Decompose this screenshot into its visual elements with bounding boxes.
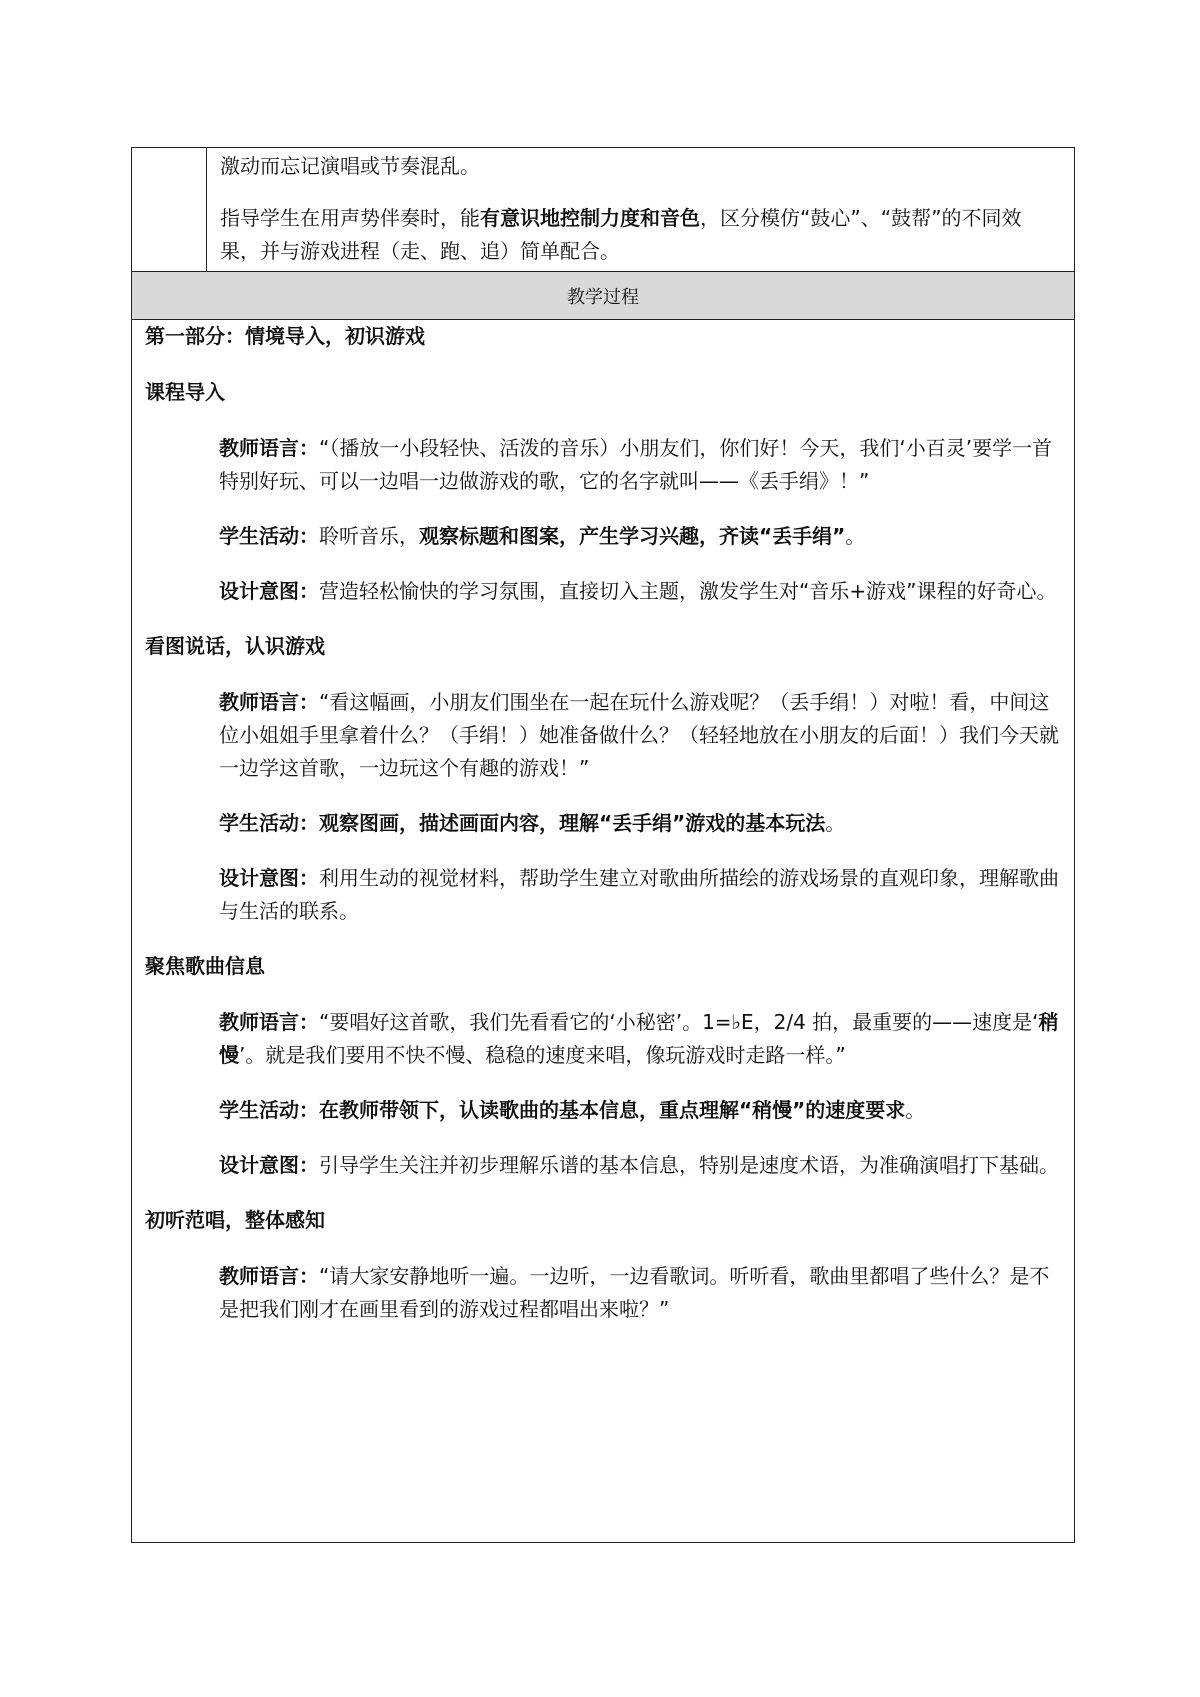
teaching-process-header: 教学过程 [131, 271, 1075, 320]
student-activity: 学生活动：聆听音乐，观察标题和图案，产生学习兴趣，齐读“丢手绢”。 [219, 524, 866, 548]
teacher-speech: 教师语言：“请大家安静地听一遍。一边听，一边看歌词。听听看，歌曲里都唱了些什么？是不是把我们刚才在画里看到的游戏过程都唱出来啦？” [219, 1264, 1050, 1321]
section-title: 课程导入 [145, 380, 225, 404]
teaching-process-cell [131, 320, 1075, 1543]
teacher-speech: 教师语言：“要唱好这首歌，我们先看看它的‘小秘密’。1=♭E，2/4 拍，最重要的——速度是‘稍慢’。就是我们要用不快不慢、稳稳的速度来唱，像玩游戏时走路一样。” [219, 1010, 1059, 1067]
section-title: 初听范唱，整体感知 [145, 1208, 325, 1232]
objectives-label-cell [132, 148, 207, 271]
student-activity: 学生活动：观察图画，描述画面内容，理解“丢手绢”游戏的基本玩法。 [219, 811, 846, 835]
design-intent: 设计意图：利用生动的视觉材料，帮助学生建立对歌曲所描绘的游戏场景的直观印象，理解歌曲与生活的联系。 [219, 866, 1059, 923]
teacher-speech: 教师语言：“（播放一小段轻快、活泼的音乐）小朋友们，你们好！今天，我们‘小百灵’要学一首特别好玩、可以一边唱一边做游戏的歌，它的名字就叫——《丢手绢》！” [219, 436, 1053, 493]
objectives-content [220, 148, 1060, 268]
section-title: 看图说话，认识游戏 [145, 634, 325, 658]
part-title: 第一部分：情境导入，初识游戏 [145, 324, 425, 348]
design-intent: 设计意图：引导学生关注并初步理解乐谱的基本信息，特别是速度术语，为准确演唱打下基础。 [219, 1153, 1059, 1177]
student-activity: 学生活动：在教师带领下，认读歌曲的基本信息，重点理解“稍慢”的速度要求。 [219, 1098, 926, 1122]
section-title: 聚焦歌曲信息 [145, 954, 265, 978]
design-intent: 设计意图：营造轻松愉快的学习氛围，直接切入主题，激发学生对“音乐+游戏”课程的好奇心。 [219, 579, 1057, 603]
teacher-speech: 教师语言：“看这幅画，小朋友们围坐在一起在玩什么游戏呢？（丢手绢！）对啦！看，中间这位小姐姐手里拿着什么？（手绢！）她准备做什么？（轻轻地放在小朋友的后面！）我们今天就一边学这首歌，一边玩这个有趣的游戏！” [219, 690, 1059, 780]
teaching-process-content [145, 320, 1060, 1326]
objective-line: 激动而忘记演唱或节奏混乱。 [220, 154, 480, 178]
objectives-table-continued [131, 147, 1075, 271]
objective-paragraph: 指导学生在用声势伴奏时，能有意识地控制力度和音色，区分模仿“鼓心”、“鼓帮”的不同效果，并与游戏进程（走、跑、追）简单配合。 [220, 206, 1022, 263]
